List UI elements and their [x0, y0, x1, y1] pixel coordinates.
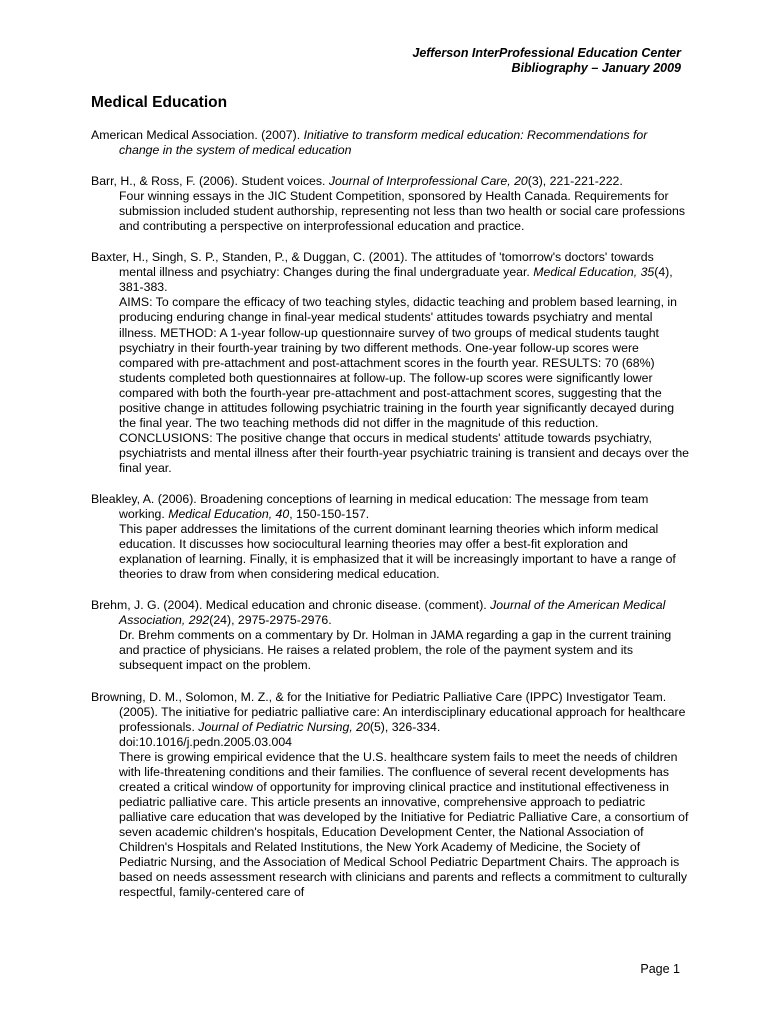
- bibliography-entry-browning: [91, 690, 691, 901]
- section-title: Medical Education: [91, 94, 228, 111]
- entry-title: Initiative to transform medical education: Recommendations for change in the system of medical education: [119, 128, 648, 158]
- entry-details: (4), 381-383.: [119, 265, 673, 295]
- page-number: Page 1: [640, 962, 680, 976]
- bibliography-entry-baxter: [91, 250, 691, 476]
- bibliography-entry-barr: [91, 174, 691, 234]
- entry-citation: Browning, D. M., Solomon, M. Z., & for the Initiative for Pediatric Palliative Care (IPPC) Investigator Team. (2005). The initiative for pediatric palliative care: An interdisciplinary educational approach for healthcare professionals.: [91, 689, 686, 734]
- entry-details: , 150-150-157.: [289, 507, 370, 522]
- entry-abstract: Four winning essays in the JIC Student Competition, sponsored by Health Canada. Requirements for submission included student authorship, representing not less than two health or social care professions and contributing a perspective on interprofessional education and practice.: [119, 189, 685, 234]
- header-center-name: Jefferson InterProfessional Education Center: [412, 46, 681, 60]
- entry-abstract: Dr. Brehm comments on a commentary by Dr. Holman in JAMA regarding a gap in the current training and practice of physicians. He raises a related problem, the role of the payment system and its subsequent impact on the problem.: [119, 628, 672, 673]
- bibliography-entry-ama: [91, 128, 691, 158]
- bibliography-list: [91, 128, 691, 916]
- bibliography-entry-bleakley: [91, 492, 691, 582]
- entry-details: (24), 2975-2975-2976.: [209, 613, 332, 628]
- entry-citation: Bleakley, A. (2006). Broadening conceptions of learning in medical education: The message from team working.: [91, 491, 649, 522]
- entry-citation: American Medical Association. (2007).: [91, 128, 304, 142]
- entry-abstract: AIMS: To compare the efficacy of two teaching styles, didactic teaching and problem based learning, in producing enduring change in final-year medical students' attitudes towards psychiatry and mental illness. METHOD: A 1-year follow-up questionnaire survey of two groups of medical students taught psychiatry in their fourth-year training by two different methods. One-year follow-up scores were compared with pre-attachment and post-attachment scores in the fourth year. RESULTS: 70 (68%) students completed both questionnaires at follow-up. The follow-up scores were significantly lower compared with both the fourth-year pre-attachment and post-attachment scores, suggesting that the positive change in attitudes following psychiatric training in the fourth year significantly decayed during the final year. The two teaching methods did not differ in the magnitude of this reduction. CONCLUSIONS: The positive change that occurs in medical students' attitude towards psychiatry, psychiatrists and mental illness after their fourth-year psychiatric training is transient and decays over the final year.: [119, 295, 690, 475]
- entry-journal: Medical Education, 35: [533, 265, 655, 280]
- entry-doi: doi:10.1016/j.pedn.2005.03.004: [119, 734, 292, 749]
- entry-journal: Medical Education, 40: [168, 507, 290, 522]
- entry-journal: Journal of Interprofessional Care, 20: [328, 174, 528, 189]
- entry-citation: Baxter, H., Singh, S. P., Standen, P., & Duggan, C. (2001). The attitudes of 'tomorrow's doctors' towards mental illness and psychiatry: Changes during the final undergraduate year.: [91, 250, 654, 280]
- document-header: [412, 46, 681, 76]
- entry-journal: Journal of the American Medical Association, 292: [119, 598, 666, 628]
- entry-journal: Journal of Pediatric Nursing, 20: [198, 719, 370, 734]
- bibliography-entry-brehm: [91, 598, 691, 673]
- entry-citation: Brehm, J. G. (2004). Medical education and chronic disease. (comment).: [91, 598, 491, 613]
- entry-details: (5), 326-334.: [369, 719, 441, 734]
- entry-abstract: There is growing empirical evidence that the U.S. healthcare system fails to meet the needs of children with life-threatening conditions and their families. The confluence of several recent developments has created a critical window of opportunity for improving clinical practice and institutional effectiveness in pediatric palliative care. This article presents an innovative, comprehensive approach to pediatric palliative care education that was developed by the Initiative for Pediatric Palliative Care, a consortium of seven academic children's hospitals, Education Development Center, the National Association of Children's Hospitals and Related Institutions, the New York Academy of Medicine, the Society of Pediatric Nursing, and the Association of Medical School Pediatric Department Chairs. The approach is based on needs assessment research with clinicians and parents and reflects a commitment to culturally respectful, family-centered care of: [119, 749, 689, 900]
- header-bibliography-date: Bibliography – January 2009: [511, 61, 681, 75]
- entry-abstract: This paper addresses the limitations of the current dominant learning theories which inform medical education. It discusses how sociocultural learning theories may offer a best-fit exploration and explanation of learning. Finally, it is emphasized that it will be increasingly important to have a range of theories to draw from when considering medical education.: [119, 522, 676, 582]
- entry-details: (3), 221-221-222.: [527, 174, 623, 189]
- entry-citation: Barr, H., & Ross, F. (2006). Student voices.: [91, 174, 329, 189]
